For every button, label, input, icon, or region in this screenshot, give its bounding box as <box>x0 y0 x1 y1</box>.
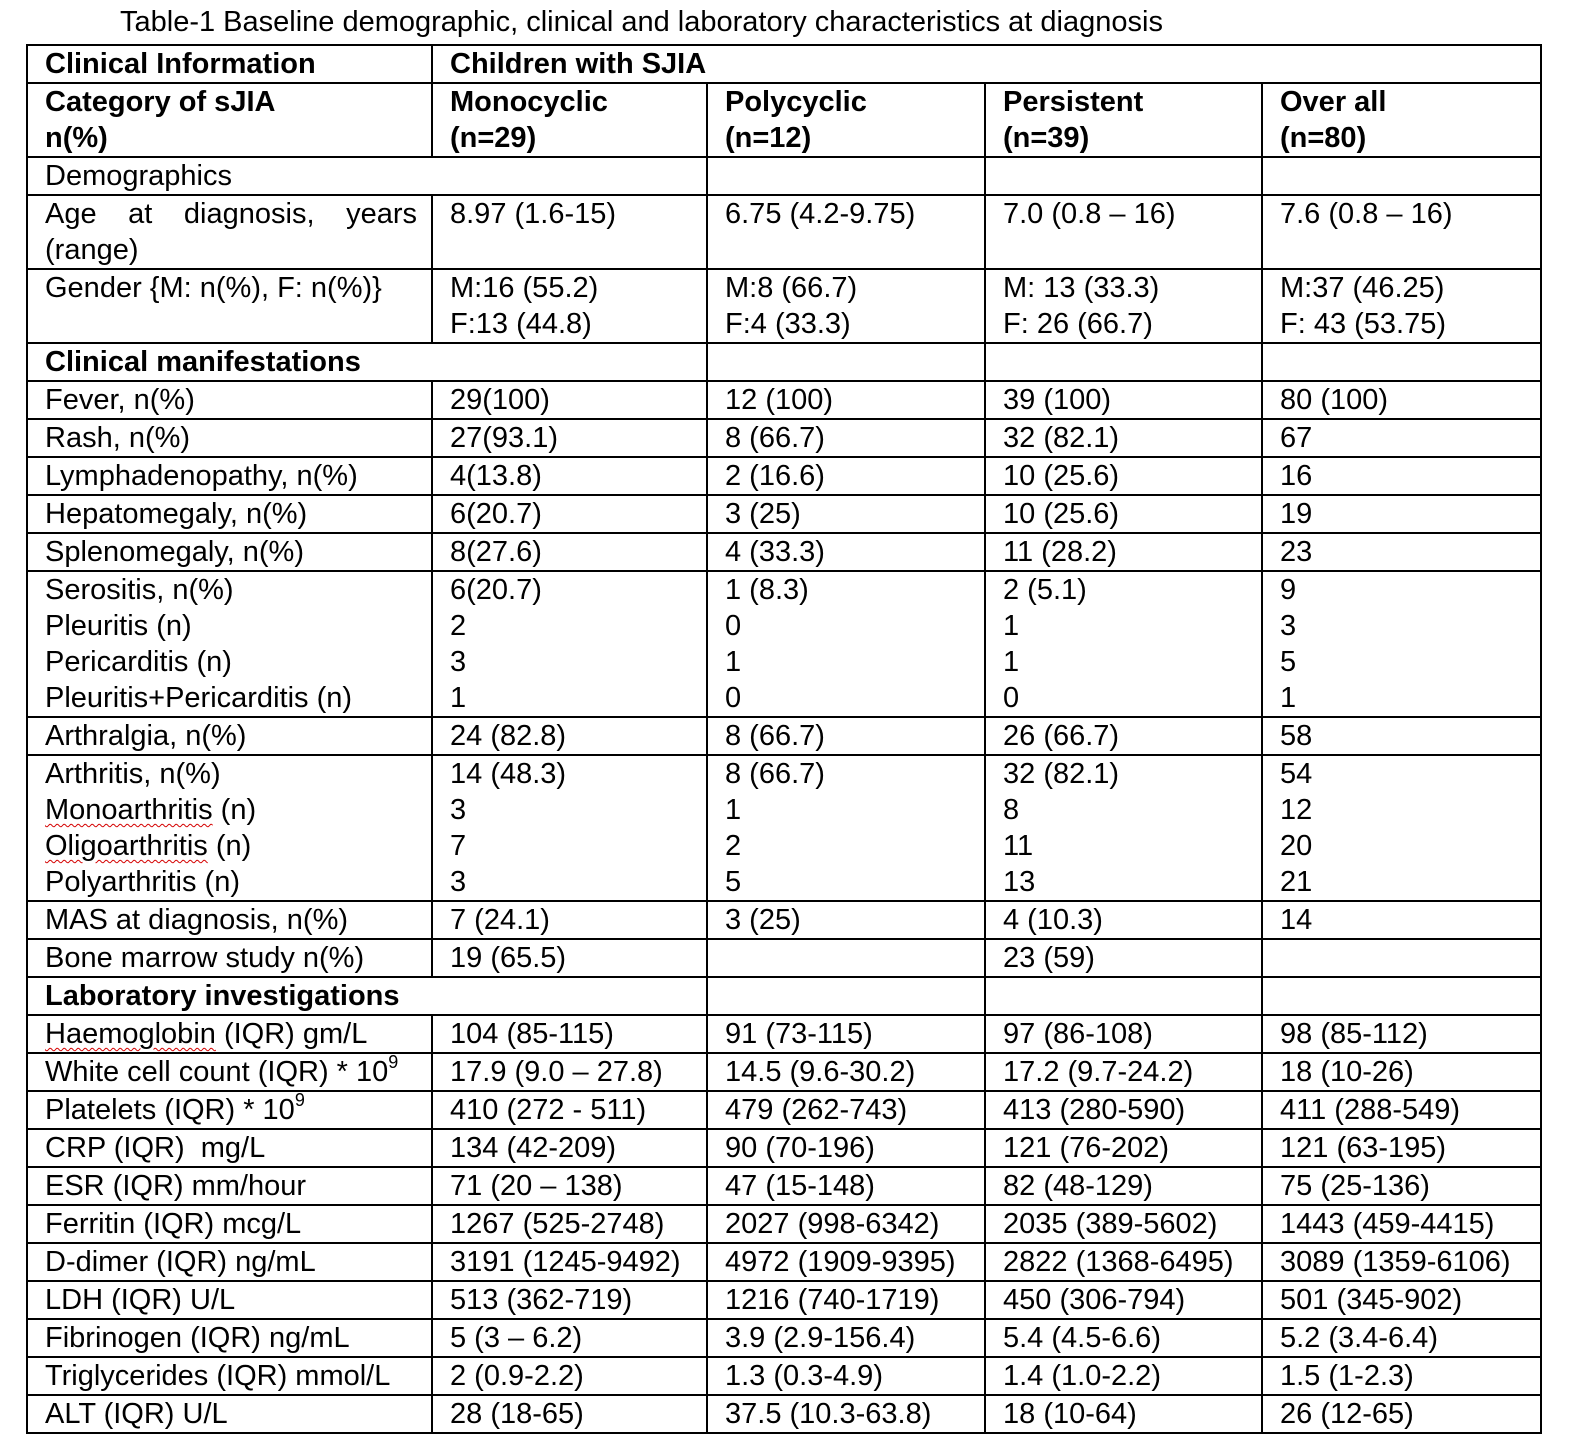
cell-line: 32 (82.1) <box>1003 758 1120 790</box>
cell-line: 14 (48.3) <box>450 758 567 790</box>
characteristics-table <box>26 44 1542 1434</box>
gender-male: M:37 (46.25) <box>1280 272 1445 304</box>
table-row-lymphadenopathy <box>27 457 1541 495</box>
row-label: Arthralgia, n(%) <box>27 717 432 755</box>
cell-value: 12 (100) <box>707 381 985 419</box>
cell-value: 3191 (1245-9492) <box>432 1243 707 1281</box>
empty-cell <box>707 977 985 1015</box>
superscript: 9 <box>294 1091 305 1111</box>
gender-male: M: 13 (33.3) <box>1003 272 1160 304</box>
cell-value: 479 (262-743) <box>707 1091 985 1129</box>
cell-value: 11 (28.2) <box>985 533 1262 571</box>
group-name: Over all <box>1280 86 1387 118</box>
row-label-gender: Gender {M: n(%), F: n(%)} <box>27 269 432 343</box>
cell-value: 17.9 (9.0 – 27.8) <box>432 1053 707 1091</box>
cell-value: 5 (3 – 6.2) <box>432 1319 707 1357</box>
cell-value: 1443 (459-4415) <box>1262 1205 1541 1243</box>
cell-line: 8 (66.7) <box>725 758 825 790</box>
header-row-groups <box>27 83 1541 157</box>
cell-value: 1216 (740-1719) <box>707 1281 985 1319</box>
age-label-word: diagnosis, <box>183 198 315 230</box>
cell-value: 19 <box>1262 495 1541 533</box>
row-label-arthritis <box>27 755 432 901</box>
cell-value: 121 (76-202) <box>985 1129 1262 1167</box>
cell-value: 97 (86-108) <box>985 1015 1262 1053</box>
row-label <box>27 1091 432 1129</box>
cell-value: 19 (65.5) <box>432 939 707 977</box>
cell-value <box>707 571 985 717</box>
table-row-arthralgia <box>27 717 1541 755</box>
cell-value <box>1262 571 1541 717</box>
cell-value: 39 (100) <box>985 381 1262 419</box>
empty-cell <box>985 977 1262 1015</box>
row-label: Fever, n(%) <box>27 381 432 419</box>
cell-value: 18 (10-26) <box>1262 1053 1541 1091</box>
header-category-line2: n(%) <box>45 122 108 154</box>
row-label-text: White cell count (IQR) * 10 <box>45 1056 389 1088</box>
cell-value: 4 (10.3) <box>985 901 1262 939</box>
cell-line: 2 (5.1) <box>1003 574 1087 606</box>
cell-line: 0 <box>725 610 742 642</box>
cell-value <box>707 269 985 343</box>
cell-value <box>985 571 1262 717</box>
cell-value: 98 (85-112) <box>1262 1015 1541 1053</box>
cell-line: 2 <box>450 610 467 642</box>
table-row-serositis <box>27 571 1541 717</box>
cell-line: 1 (8.3) <box>725 574 809 606</box>
cell-value: 47 (15-148) <box>707 1167 985 1205</box>
cell-value: 7 (24.1) <box>432 901 707 939</box>
row-label: CRP (IQR) mg/L <box>27 1129 432 1167</box>
cell-value: 450 (306-794) <box>985 1281 1262 1319</box>
cell-value <box>985 269 1262 343</box>
cell-line: 0 <box>1003 682 1020 714</box>
header-category <box>27 83 432 157</box>
cell-line: 3 <box>1280 610 1297 642</box>
cell-value: 58 <box>1262 717 1541 755</box>
row-label-line: Pleuritis+Pericarditis (n) <box>45 682 353 714</box>
cell-value: 7.0 (0.8 – 16) <box>985 195 1262 269</box>
group-n: (n=29) <box>450 122 537 154</box>
row-label: Hepatomegaly, n(%) <box>27 495 432 533</box>
row-label: LDH (IQR) U/L <box>27 1281 432 1319</box>
section-title-demographics: Demographics <box>27 157 707 195</box>
cell-line: 1 <box>1003 610 1020 642</box>
cell-value: 2027 (998-6342) <box>707 1205 985 1243</box>
row-label: Fibrinogen (IQR) ng/mL <box>27 1319 432 1357</box>
cell-line: 5 <box>725 866 742 898</box>
cell-value: 14 <box>1262 901 1541 939</box>
spellcheck-word: Oligoarthritis <box>45 830 208 862</box>
cell-value: 5.4 (4.5-6.6) <box>985 1319 1262 1357</box>
empty-cell <box>1262 157 1541 195</box>
cell-line: 6(20.7) <box>450 574 542 606</box>
cell-line: 5 <box>1280 646 1297 678</box>
group-name: Polycyclic <box>725 86 867 118</box>
table-row-haemoglobin <box>27 1015 1541 1053</box>
header-group-persistent <box>985 83 1262 157</box>
cell-value: 24 (82.8) <box>432 717 707 755</box>
cell-value: 1.3 (0.3-4.9) <box>707 1357 985 1395</box>
cell-value: 4 (33.3) <box>707 533 985 571</box>
row-label <box>27 1053 432 1091</box>
row-label: Lymphadenopathy, n(%) <box>27 457 432 495</box>
cell-value: 32 (82.1) <box>985 419 1262 457</box>
spellcheck-word: Haemoglobin <box>45 1018 216 1050</box>
age-label-line2: (range) <box>45 234 139 266</box>
cell-value: 3 (25) <box>707 495 985 533</box>
table-row-platelets <box>27 1091 1541 1129</box>
table-row-crp <box>27 1129 1541 1167</box>
table-row-hepatomegaly <box>27 495 1541 533</box>
gender-female: F: 26 (66.7) <box>1003 308 1153 340</box>
cell-line: 1 <box>725 646 742 678</box>
row-label: D-dimer (IQR) ng/mL <box>27 1243 432 1281</box>
empty-cell <box>707 343 985 381</box>
cell-value: 10 (25.6) <box>985 495 1262 533</box>
cell-value: 513 (362-719) <box>432 1281 707 1319</box>
cell-line: 13 <box>1003 866 1036 898</box>
row-label: Splenomegaly, n(%) <box>27 533 432 571</box>
gender-female: F: 43 (53.75) <box>1280 308 1447 340</box>
cell-value: 27(93.1) <box>432 419 707 457</box>
cell-line: 11 <box>1003 830 1034 862</box>
cell-value: 1.5 (1-2.3) <box>1262 1357 1541 1395</box>
row-label: MAS at diagnosis, n(%) <box>27 901 432 939</box>
cell-value: 4972 (1909-9395) <box>707 1243 985 1281</box>
row-label-age <box>27 195 432 269</box>
cell-line: 2 <box>725 830 742 862</box>
table-row-triglycerides <box>27 1357 1541 1395</box>
cell-value: 2822 (1368-6495) <box>985 1243 1262 1281</box>
row-label-line <box>45 828 431 864</box>
row-label-line: Polyarthritis (n) <box>45 866 240 898</box>
cell-value: 1.4 (1.0-2.2) <box>985 1357 1262 1395</box>
section-title-laboratory: Laboratory investigations <box>27 977 707 1015</box>
table-row-alt <box>27 1395 1541 1433</box>
table-row-ldh <box>27 1281 1541 1319</box>
age-label-word: Age <box>45 198 97 230</box>
spellcheck-word: Monoarthritis <box>45 794 213 826</box>
cell-value: 80 (100) <box>1262 381 1541 419</box>
cell-value: 8 (66.7) <box>707 419 985 457</box>
row-label-line <box>45 792 431 828</box>
cell-value: 134 (42-209) <box>432 1129 707 1167</box>
row-label-line: Arthritis, n(%) <box>45 758 221 790</box>
cell-value <box>1262 755 1541 901</box>
header-group-overall <box>1262 83 1541 157</box>
empty-cell <box>1262 343 1541 381</box>
cell-line: 1 <box>725 794 742 826</box>
cell-value: 23 <box>1262 533 1541 571</box>
cell-line: 12 <box>1280 794 1313 826</box>
empty-cell <box>707 157 985 195</box>
table-row-d-dimer <box>27 1243 1541 1281</box>
header-group-polycyclic <box>707 83 985 157</box>
cell-value: 501 (345-902) <box>1262 1281 1541 1319</box>
cell-line: 54 <box>1280 758 1313 790</box>
section-row-laboratory <box>27 977 1541 1015</box>
header-category-line1: Category of sJIA <box>45 86 276 118</box>
cell-line: 0 <box>725 682 742 714</box>
row-label <box>27 1015 432 1053</box>
cell-value: 8(27.6) <box>432 533 707 571</box>
cell-value: 413 (280-590) <box>985 1091 1262 1129</box>
gender-male: M:16 (55.2) <box>450 272 599 304</box>
cell-line: 3 <box>450 646 467 678</box>
cell-value: 90 (70-196) <box>707 1129 985 1167</box>
table-row-fibrinogen <box>27 1319 1541 1357</box>
cell-line: 3 <box>450 866 467 898</box>
cell-value: 104 (85-115) <box>432 1015 707 1053</box>
row-label-text: Platelets (IQR) * 10 <box>45 1094 295 1126</box>
cell-line: 1 <box>1003 646 1020 678</box>
row-label-suffix: (n) <box>212 794 257 826</box>
cell-value: 18 (10-64) <box>985 1395 1262 1433</box>
table-row-splenomegaly <box>27 533 1541 571</box>
cell-value: 67 <box>1262 419 1541 457</box>
cell-value: 5.2 (3.4-6.4) <box>1262 1319 1541 1357</box>
cell-value: 10 (25.6) <box>985 457 1262 495</box>
empty-cell <box>1262 977 1541 1015</box>
header-children-with-sjia: Children with SJIA <box>432 45 1541 83</box>
table-row-arthritis <box>27 755 1541 901</box>
age-label-word: years <box>346 198 417 230</box>
cell-value: 29(100) <box>432 381 707 419</box>
cell-line: 21 <box>1280 866 1313 898</box>
cell-value <box>985 755 1262 901</box>
row-label: Triglycerides (IQR) mmol/L <box>27 1357 432 1395</box>
cell-value: 411 (288-549) <box>1262 1091 1541 1129</box>
cell-value: 16 <box>1262 457 1541 495</box>
cell-value: 4(13.8) <box>432 457 707 495</box>
group-n: (n=12) <box>725 122 812 154</box>
cell-value: 6(20.7) <box>432 495 707 533</box>
cell-value: 121 (63-195) <box>1262 1129 1541 1167</box>
cell-line: 8 <box>1003 794 1020 826</box>
cell-value: 2035 (389-5602) <box>985 1205 1262 1243</box>
empty-cell <box>985 157 1262 195</box>
cell-line: 20 <box>1280 830 1313 862</box>
cell-line: 3 <box>450 794 467 826</box>
row-label-line: Serositis, n(%) <box>45 574 234 606</box>
gender-male: M:8 (66.7) <box>725 272 858 304</box>
table-row-ferritin <box>27 1205 1541 1243</box>
cell-value: 3089 (1359-6106) <box>1262 1243 1541 1281</box>
table-row-gender <box>27 269 1541 343</box>
cell-value: 82 (48-129) <box>985 1167 1262 1205</box>
row-label-line: Pericarditis (n) <box>45 646 232 678</box>
cell-line: 9 <box>1280 574 1297 606</box>
cell-value: 91 (73-115) <box>707 1015 985 1053</box>
cell-value: 8 (66.7) <box>707 717 985 755</box>
cell-value: 2 (16.6) <box>707 457 985 495</box>
age-label-line1 <box>45 196 431 232</box>
cell-value: 75 (25-136) <box>1262 1167 1541 1205</box>
gender-female: F:13 (44.8) <box>450 308 592 340</box>
row-label: ESR (IQR) mm/hour <box>27 1167 432 1205</box>
header-clinical-information: Clinical Information <box>27 45 432 83</box>
table-row-white-cell-count <box>27 1053 1541 1091</box>
table-row-bone-marrow <box>27 939 1541 977</box>
cell-value: 26 (66.7) <box>985 717 1262 755</box>
row-label: ALT (IQR) U/L <box>27 1395 432 1433</box>
section-row-demographics <box>27 157 1541 195</box>
section-title-clinical: Clinical manifestations <box>27 343 707 381</box>
row-label: Bone marrow study n(%) <box>27 939 432 977</box>
empty-cell <box>985 343 1262 381</box>
cell-value: 28 (18-65) <box>432 1395 707 1433</box>
row-label-suffix: (n) <box>207 830 252 862</box>
cell-value: 23 (59) <box>985 939 1262 977</box>
cell-value: 17.2 (9.7-24.2) <box>985 1053 1262 1091</box>
cell-value <box>432 571 707 717</box>
group-name: Monocyclic <box>450 86 608 118</box>
cell-value: 26 (12-65) <box>1262 1395 1541 1433</box>
cell-line: 1 <box>1280 682 1297 714</box>
cell-value <box>432 755 707 901</box>
superscript: 9 <box>388 1053 399 1073</box>
cell-value <box>707 939 985 977</box>
age-label-word: at <box>128 198 153 230</box>
row-label: Rash, n(%) <box>27 419 432 457</box>
cell-value <box>1262 939 1541 977</box>
cell-value <box>432 269 707 343</box>
cell-value: 71 (20 – 138) <box>432 1167 707 1205</box>
table-row-age <box>27 195 1541 269</box>
cell-value: 8.97 (1.6-15) <box>432 195 707 269</box>
cell-value: 6.75 (4.2-9.75) <box>707 195 985 269</box>
cell-value: 1267 (525-2748) <box>432 1205 707 1243</box>
cell-value <box>1262 269 1541 343</box>
group-n: (n=80) <box>1280 122 1367 154</box>
cell-value <box>707 755 985 901</box>
header-row-top <box>27 45 1541 83</box>
cell-line: 7 <box>450 830 467 862</box>
table-row-esr <box>27 1167 1541 1205</box>
header-group-monocyclic <box>432 83 707 157</box>
row-label-serositis <box>27 571 432 717</box>
row-label-line: Pleuritis (n) <box>45 610 192 642</box>
cell-line: 1 <box>450 682 467 714</box>
cell-value: 3 (25) <box>707 901 985 939</box>
cell-value: 410 (272 - 511) <box>432 1091 707 1129</box>
table-caption: Table-1 Baseline demographic, clinical and laboratory characteristics at diagnosis <box>120 6 1163 38</box>
gender-female: F:4 (33.3) <box>725 308 851 340</box>
cell-value: 14.5 (9.6-30.2) <box>707 1053 985 1091</box>
table-row-mas <box>27 901 1541 939</box>
cell-value: 3.9 (2.9-156.4) <box>707 1319 985 1357</box>
group-name: Persistent <box>1003 86 1144 118</box>
group-n: (n=39) <box>1003 122 1090 154</box>
cell-value: 37.5 (10.3-63.8) <box>707 1395 985 1433</box>
table-row-fever <box>27 381 1541 419</box>
row-label: Ferritin (IQR) mcg/L <box>27 1205 432 1243</box>
cell-value: 7.6 (0.8 – 16) <box>1262 195 1541 269</box>
row-label-suffix: (IQR) gm/L <box>215 1018 368 1050</box>
cell-value: 2 (0.9-2.2) <box>432 1357 707 1395</box>
table-row-rash <box>27 419 1541 457</box>
section-row-clinical <box>27 343 1541 381</box>
